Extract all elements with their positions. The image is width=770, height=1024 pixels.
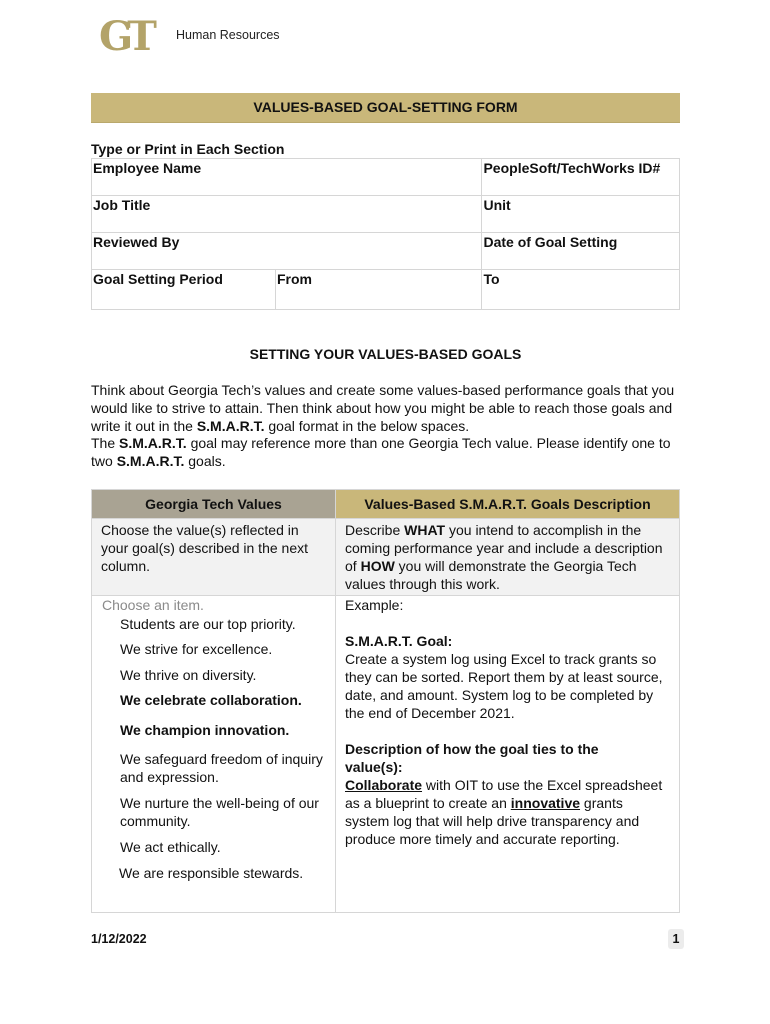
gt-logo — [99, 14, 161, 56]
to-label: To — [483, 271, 500, 287]
value-option[interactable]: We act ethically. — [120, 839, 221, 855]
value-option[interactable]: We safeguard freedom of inquiry and expression. — [120, 751, 323, 785]
unit-field[interactable] — [482, 196, 680, 233]
values-select-cell — [92, 596, 336, 913]
values-column-header: Georgia Tech Values — [92, 490, 336, 519]
smart-goal-label: S.M.A.R.T. Goal: — [345, 633, 453, 649]
goals-instruction: Describe WHAT you intend to accomplish in the coming performance year and include a description of HOW you will demonstrate the Georgia Tech values through this work. — [336, 519, 680, 596]
employee-name-label: Employee Name — [93, 160, 202, 176]
goal-date-field[interactable] — [482, 233, 680, 270]
value-option[interactable]: We champion innovation. — [120, 722, 290, 738]
section-title: SETTING YOUR VALUES-BASED GOALS — [249, 346, 522, 362]
page-number: 1 — [668, 929, 684, 949]
value-dropdown[interactable]: Choose an item. — [102, 597, 204, 613]
footer-date: 1/12/2022 — [91, 932, 147, 946]
description-text: Collaborate with OIT to use the Excel spreadsheet as a blueprint to create an innovative grants system log that will help drive transparency and produce more timely and accurate reporting. — [345, 777, 663, 847]
from-label: From — [277, 271, 312, 287]
goals-column-header: Values-Based S.M.A.R.T. Goals Description — [336, 490, 680, 519]
period-from-field[interactable] — [276, 270, 482, 310]
instruction-heading: Type or Print in Each Section — [91, 141, 285, 157]
period-to-field[interactable] — [482, 270, 680, 310]
reviewed-by-label: Reviewed By — [93, 234, 180, 250]
reviewed-by-field[interactable] — [92, 233, 482, 270]
department-label: Human Resources — [176, 28, 280, 42]
example-label: Example: — [345, 597, 404, 613]
job-title-field[interactable] — [92, 196, 482, 233]
employee-info-table — [91, 158, 680, 310]
smart-goal-text: Create a system log using Excel to track grants so they can be sorted. Report them by at least source, date, and amount. System log to be completed by the end of December 2021. — [345, 651, 663, 721]
values-instruction: Choose the value(s) reflected in your goal(s) described in the next column. — [92, 519, 336, 596]
goal-period-label-cell — [92, 270, 276, 310]
value-option[interactable]: We nurture the well-being of our community. — [120, 795, 319, 829]
value-option[interactable]: Students are our top priority. — [120, 616, 296, 632]
form-title: VALUES-BASED GOAL-SETTING FORM — [91, 93, 680, 123]
job-title-label: Job Title — [93, 197, 151, 213]
description-label: Description of how the goal ties to the value(s): — [345, 741, 599, 775]
value-option[interactable]: We strive for excellence. — [120, 641, 273, 657]
values-goals-table — [91, 489, 680, 913]
goal-period-label: Goal Setting Period — [93, 271, 223, 287]
value-option[interactable]: We celebrate collaboration. — [120, 692, 302, 708]
intro-paragraph-2: The S.M.A.R.T. goal may reference more than one Georgia Tech value. Please identify one to two S.M.A.R.T. goals. — [91, 435, 671, 470]
value-option[interactable]: We thrive on diversity. — [120, 667, 257, 683]
goal-date-label: Date of Goal Setting — [483, 234, 618, 250]
svg-text:GT: GT — [99, 14, 151, 56]
employee-name-field[interactable] — [92, 159, 482, 196]
intro-text — [91, 382, 691, 471]
peoplesoft-id-field[interactable] — [482, 159, 680, 196]
goal-description-cell[interactable] — [336, 596, 680, 913]
intro-paragraph-1: Think about Georgia Tech’s values and create some values-based performance goals that you would like to strive to attain. Then think about how you might be able to reach those goals and write it out in the S.M.A.R.T. goal format in the below spaces. — [91, 382, 675, 434]
unit-label: Unit — [483, 197, 511, 213]
value-option[interactable]: We are responsible stewards. — [119, 865, 304, 881]
peoplesoft-id-label: PeopleSoft/TechWorks ID# — [483, 160, 661, 176]
